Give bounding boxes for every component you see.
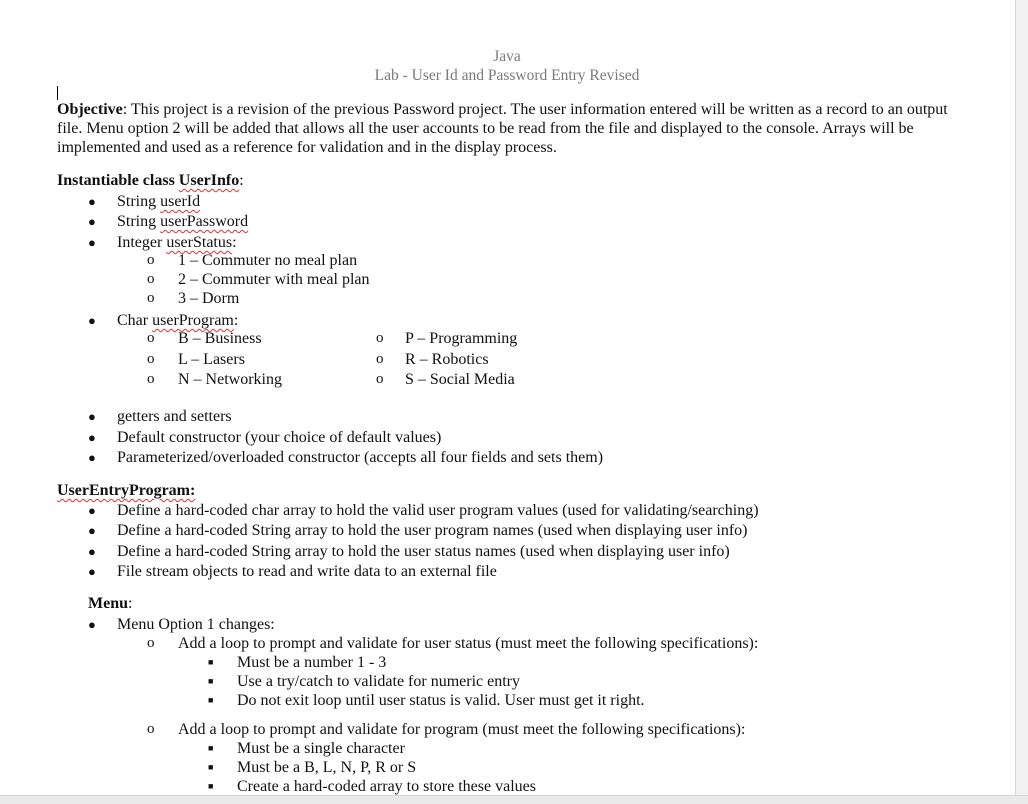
circle-bullet-icon: o	[376, 330, 384, 346]
menu-sub1: Add a loop to prompt and validate for user status (must meet the following specifications):	[178, 635, 759, 652]
userinfo-extra-item: Default constructor (your choice of default values)	[117, 429, 442, 446]
circle-bullet-icon: o	[147, 252, 155, 268]
program-option: P – Programming	[405, 330, 518, 347]
circle-bullet-icon: o	[147, 290, 155, 306]
vertical-scrollbar[interactable]	[1015, 0, 1028, 796]
bullet-icon: ●	[88, 409, 96, 424]
objective-label: Objective	[57, 101, 123, 118]
doc-title-line1: Java	[493, 48, 521, 65]
program-option: L – Lasers	[178, 351, 245, 368]
text-cursor	[57, 86, 58, 100]
bullet-icon: ●	[88, 523, 96, 538]
program-option: R – Robotics	[405, 351, 489, 368]
userinfo-extra-item: Parameterized/overloaded constructor (accepts all four fields and sets them)	[117, 449, 604, 466]
field-userid: String userId	[117, 193, 201, 210]
circle-bullet-icon: o	[147, 351, 155, 367]
menu-sub1-item: Use a try/catch to validate for numeric entry	[237, 673, 520, 690]
circle-bullet-icon: o	[147, 721, 155, 737]
entry-item: Define a hard-coded String array to hold the user program names (used when displaying user info)	[117, 522, 748, 539]
circle-bullet-icon: o	[376, 371, 384, 387]
entry-item: Define a hard-coded char array to hold the valid user program values (used for validating/searching)	[117, 502, 759, 519]
objective-text: : This project is a revision of the previous Password project. The user information entered will be written as a record to an output file. Menu option 2 will be added that allows all the user accounts to be read from the file and displayed to the console. Arrays will be implemented and used as a reference for validation and in the display process.	[57, 101, 948, 156]
circle-bullet-icon: o	[147, 635, 155, 651]
menu-option1: Menu Option 1 changes:	[117, 616, 275, 633]
bullet-icon: ●	[88, 450, 96, 465]
bullet-icon: ●	[88, 544, 96, 559]
program-option: S – Social Media	[405, 371, 515, 388]
program-option: N – Networking	[178, 371, 282, 388]
horizontal-scrollbar[interactable]	[0, 795, 1028, 804]
square-bullet-icon: ■	[208, 695, 214, 705]
userinfo-heading: Instantiable class UserInfo:	[57, 172, 244, 189]
bullet-icon: ●	[88, 313, 96, 328]
field-userstatus: Integer userStatus:	[117, 234, 237, 251]
circle-bullet-icon: o	[147, 371, 155, 387]
bullet-icon: ●	[88, 564, 96, 579]
entry-heading: UserEntryProgram:	[57, 482, 196, 499]
square-bullet-icon: ■	[208, 657, 214, 667]
menu-sub2-item: Must be a single character	[237, 740, 405, 757]
circle-bullet-icon: o	[147, 330, 155, 346]
bullet-icon: ●	[88, 214, 96, 229]
entry-item: File stream objects to read and write data to an external file	[117, 563, 497, 580]
menu-sub2-item: Must be a B, L, N, P, R or S	[237, 759, 417, 776]
entry-item: Define a hard-coded String array to hold the user status names (used when displaying user info)	[117, 543, 730, 560]
circle-bullet-icon: o	[376, 351, 384, 367]
bullet-icon: ●	[88, 194, 96, 209]
field-userpassword: String userPassword	[117, 213, 249, 230]
status-option: 1 – Commuter no meal plan	[178, 252, 358, 269]
square-bullet-icon: ■	[208, 762, 214, 772]
bullet-icon: ●	[88, 430, 96, 445]
field-userprogram: Char userProgram:	[117, 312, 239, 329]
status-option: 3 – Dorm	[178, 290, 240, 307]
menu-heading: Menu:	[88, 595, 133, 612]
bullet-icon: ●	[88, 503, 96, 518]
doc-title-line2: Lab - User Id and Password Entry Revised	[374, 67, 640, 84]
menu-sub1-item: Do not exit loop until user status is valid. User must get it right.	[237, 692, 645, 709]
program-option: B – Business	[178, 330, 262, 347]
objective-paragraph	[57, 100, 957, 157]
square-bullet-icon: ■	[208, 781, 214, 791]
circle-bullet-icon: o	[147, 271, 155, 287]
bullet-icon: ●	[88, 617, 96, 632]
menu-sub2: Add a loop to prompt and validate for program (must meet the following specifications):	[178, 721, 746, 738]
menu-sub2-item: Create a hard-coded array to store these values	[237, 778, 536, 795]
status-option: 2 – Commuter with meal plan	[178, 271, 370, 288]
userinfo-extra-item: getters and setters	[117, 408, 232, 425]
square-bullet-icon: ■	[208, 743, 214, 753]
square-bullet-icon: ■	[208, 676, 214, 686]
menu-sub1-item: Must be a number 1 - 3	[237, 654, 387, 671]
bullet-icon: ●	[88, 235, 96, 250]
